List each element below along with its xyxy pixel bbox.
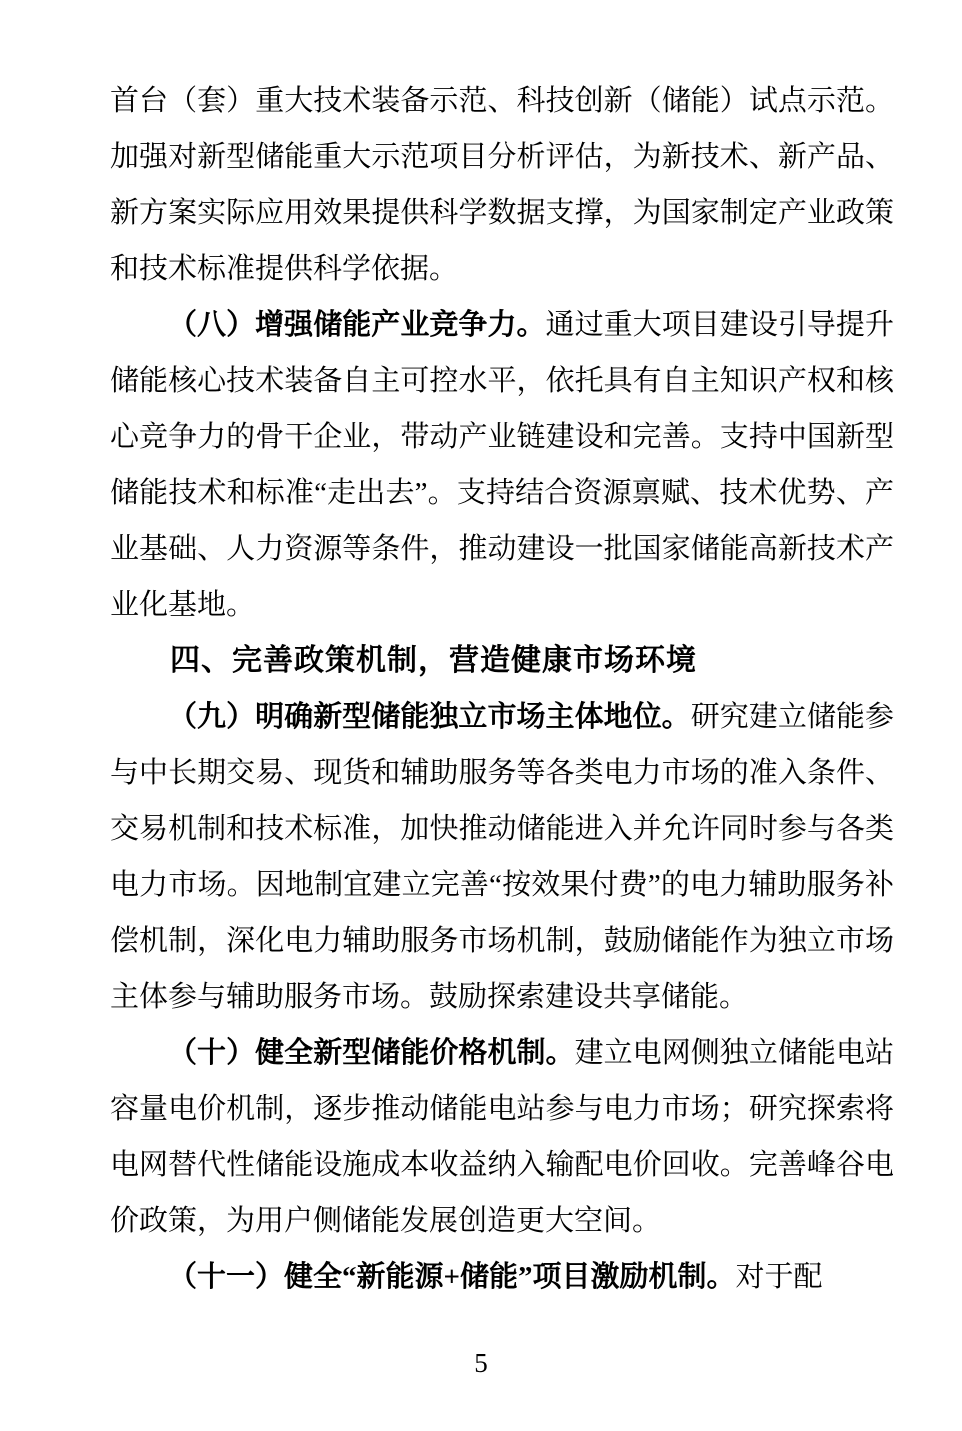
- paragraph-item-9: [110, 689, 894, 1025]
- paragraph-item-10: [110, 1025, 894, 1249]
- section-heading-4: 四、完善政策机制，营造健康市场环境: [170, 644, 697, 677]
- paragraph-lead: （九）明确新型储能独立市场主体地位。: [168, 701, 691, 733]
- paragraph-continuation: [110, 73, 894, 297]
- paragraph-item-8: [110, 297, 894, 633]
- paragraph-lead: （十一）健全“新能源+储能”项目激励机制。: [168, 1261, 736, 1293]
- paragraph-text: 建立电网侧独立储能电站容量电价机制，逐步推动储能电站参与电力市场；研究探索将电网替代性储能设施成本收益纳入输配电价回收。完善峰谷电价政策，为用户侧储能发展创造更大空间。: [110, 1037, 894, 1237]
- paragraph-item-11: [110, 1249, 894, 1305]
- paragraph-lead: （八）增强储能产业竞争力。: [168, 309, 546, 341]
- paragraph-text: 对于配: [735, 1261, 823, 1293]
- paragraph-text: 首台（套）重大技术装备示范、科技创新（储能）试点示范。加强对新型储能重大示范项目分析评估，为新技术、新产品、新方案实际应用效果提供科学数据支撑，为国家制定产业政策和技术标准提供科学依据。: [110, 85, 894, 285]
- document-body: [110, 73, 894, 1305]
- paragraph-text: 通过重大项目建设引导提升储能核心技术装备自主可控水平，依托具有自主知识产权和核心竞争力的骨干企业，带动产业链建设和完善。支持中国新型储能技术和标准“走出去”。支持结合资源禀赋、技术优势、产业基础、人力资源等条件，推动建设一批国家储能高新技术产业化基地。: [110, 309, 894, 621]
- paragraph-lead: （十）健全新型储能价格机制。: [168, 1037, 575, 1069]
- page-number: 5: [474, 1348, 488, 1378]
- paragraph-text: 研究建立储能参与中长期交易、现货和辅助服务等各类电力市场的准入条件、交易机制和技术标准，加快推动储能进入并允许同时参与各类电力市场。因地制宜建立完善“按效果付费”的电力辅助服务补偿机制，深化电力辅助服务市场机制，鼓励储能作为独立市场主体参与辅助服务市场。鼓励探索建设共享储能。: [110, 701, 894, 1013]
